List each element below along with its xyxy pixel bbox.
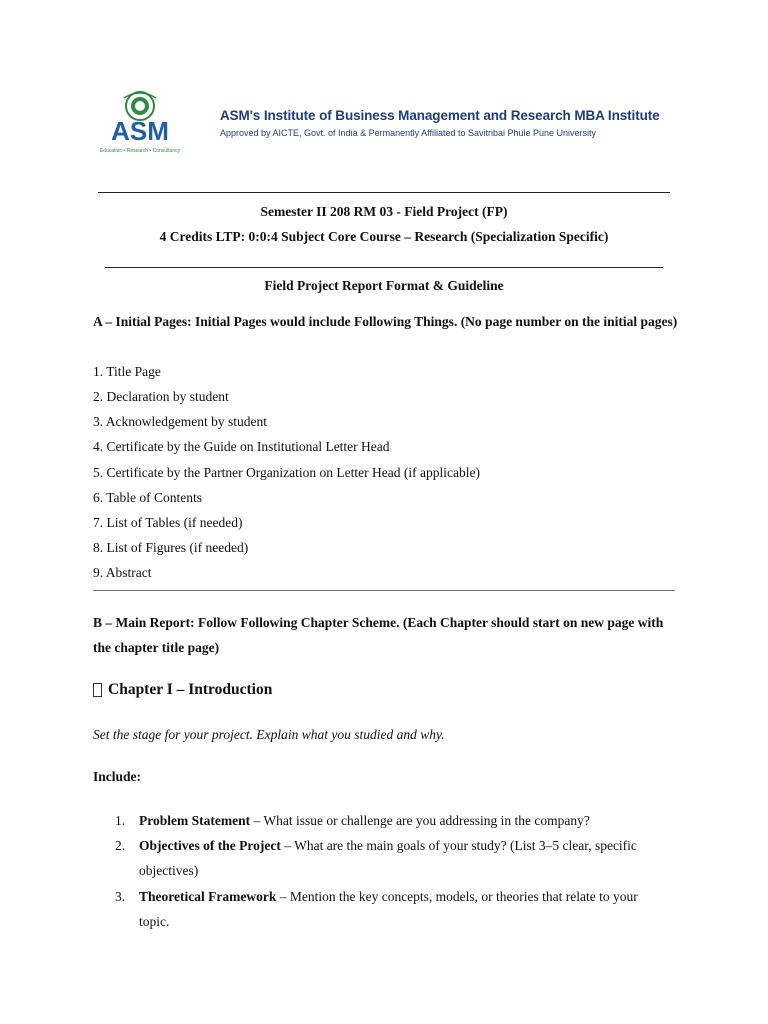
item-number: 1. bbox=[115, 813, 126, 828]
list-item: 9. Abstract bbox=[93, 565, 152, 580]
checkbox-glyph-icon bbox=[93, 683, 102, 697]
numbered-item bbox=[93, 884, 683, 934]
list-item: 3. Acknowledgement by student bbox=[93, 414, 267, 429]
item-number: 2. bbox=[115, 838, 126, 853]
numbered-item bbox=[93, 833, 683, 883]
svg-text:Education • Research • Consult: Education • Research • Consultancy bbox=[99, 148, 181, 154]
list-item: 4. Certificate by the Guide on Institutional Letter Head bbox=[93, 439, 390, 454]
course-line: Semester II 208 RM 03 - Field Project (FP) bbox=[260, 204, 508, 219]
list-item: 5. Certificate by the Partner Organization on Letter Head (if applicable) bbox=[93, 465, 480, 480]
chapter-title: Chapter I – Introduction bbox=[108, 681, 273, 698]
svg-text:ASM: ASM bbox=[111, 116, 169, 146]
section-b-heading: B – Main Report: Follow Following Chapter Scheme. (Each Chapter should start on new page with the chapter title page) bbox=[93, 615, 664, 655]
list-item: 8. List of Figures (if needed) bbox=[93, 540, 249, 555]
item-description: – Mention the key concepts, models, or theories that relate to your topic. bbox=[139, 889, 638, 929]
list-item: 7. List of Tables (if needed) bbox=[93, 515, 243, 530]
item-description: – What are the main goals of your study? (List 3–5 clear, specific objectives) bbox=[139, 838, 637, 878]
section-divider bbox=[93, 590, 675, 591]
item-term: Problem Statement bbox=[139, 813, 251, 828]
list-item: 6. Table of Contents bbox=[93, 490, 203, 505]
chapter-heading bbox=[93, 681, 272, 699]
chapter-intro: Set the stage for your project. Explain what you studied and why. bbox=[93, 727, 445, 742]
item-number: 3. bbox=[115, 889, 126, 904]
credits-line: 4 Credits LTP: 0:0:4 Subject Core Course – Research (Specialization Specific) bbox=[159, 229, 609, 244]
section-a-heading: A – Initial Pages: Initial Pages would include Following Things. (No page number on the initial pages) bbox=[93, 314, 678, 329]
numbered-item bbox=[93, 808, 683, 833]
header-divider-top bbox=[98, 192, 670, 193]
institute-affiliation: Approved by AICTE, Govt. of India & Permanently Affiliated to Savitribai Phule Pune University bbox=[220, 128, 597, 138]
header-divider-bottom bbox=[105, 267, 663, 268]
letterhead bbox=[94, 88, 674, 158]
asm-logo bbox=[94, 88, 194, 158]
institute-name: ASM's Institute of Business Management and Research MBA Institute bbox=[220, 108, 660, 123]
item-term: Objectives of the Project bbox=[139, 838, 281, 853]
list-item: 2. Declaration by student bbox=[93, 389, 229, 404]
item-description: – What issue or challenge are you addressing in the company? bbox=[250, 813, 590, 828]
item-term: Theoretical Framework bbox=[139, 889, 277, 904]
include-label: Include: bbox=[93, 769, 142, 784]
document-title: Field Project Report Format & Guideline bbox=[264, 278, 504, 293]
list-item: 1. Title Page bbox=[93, 364, 161, 379]
